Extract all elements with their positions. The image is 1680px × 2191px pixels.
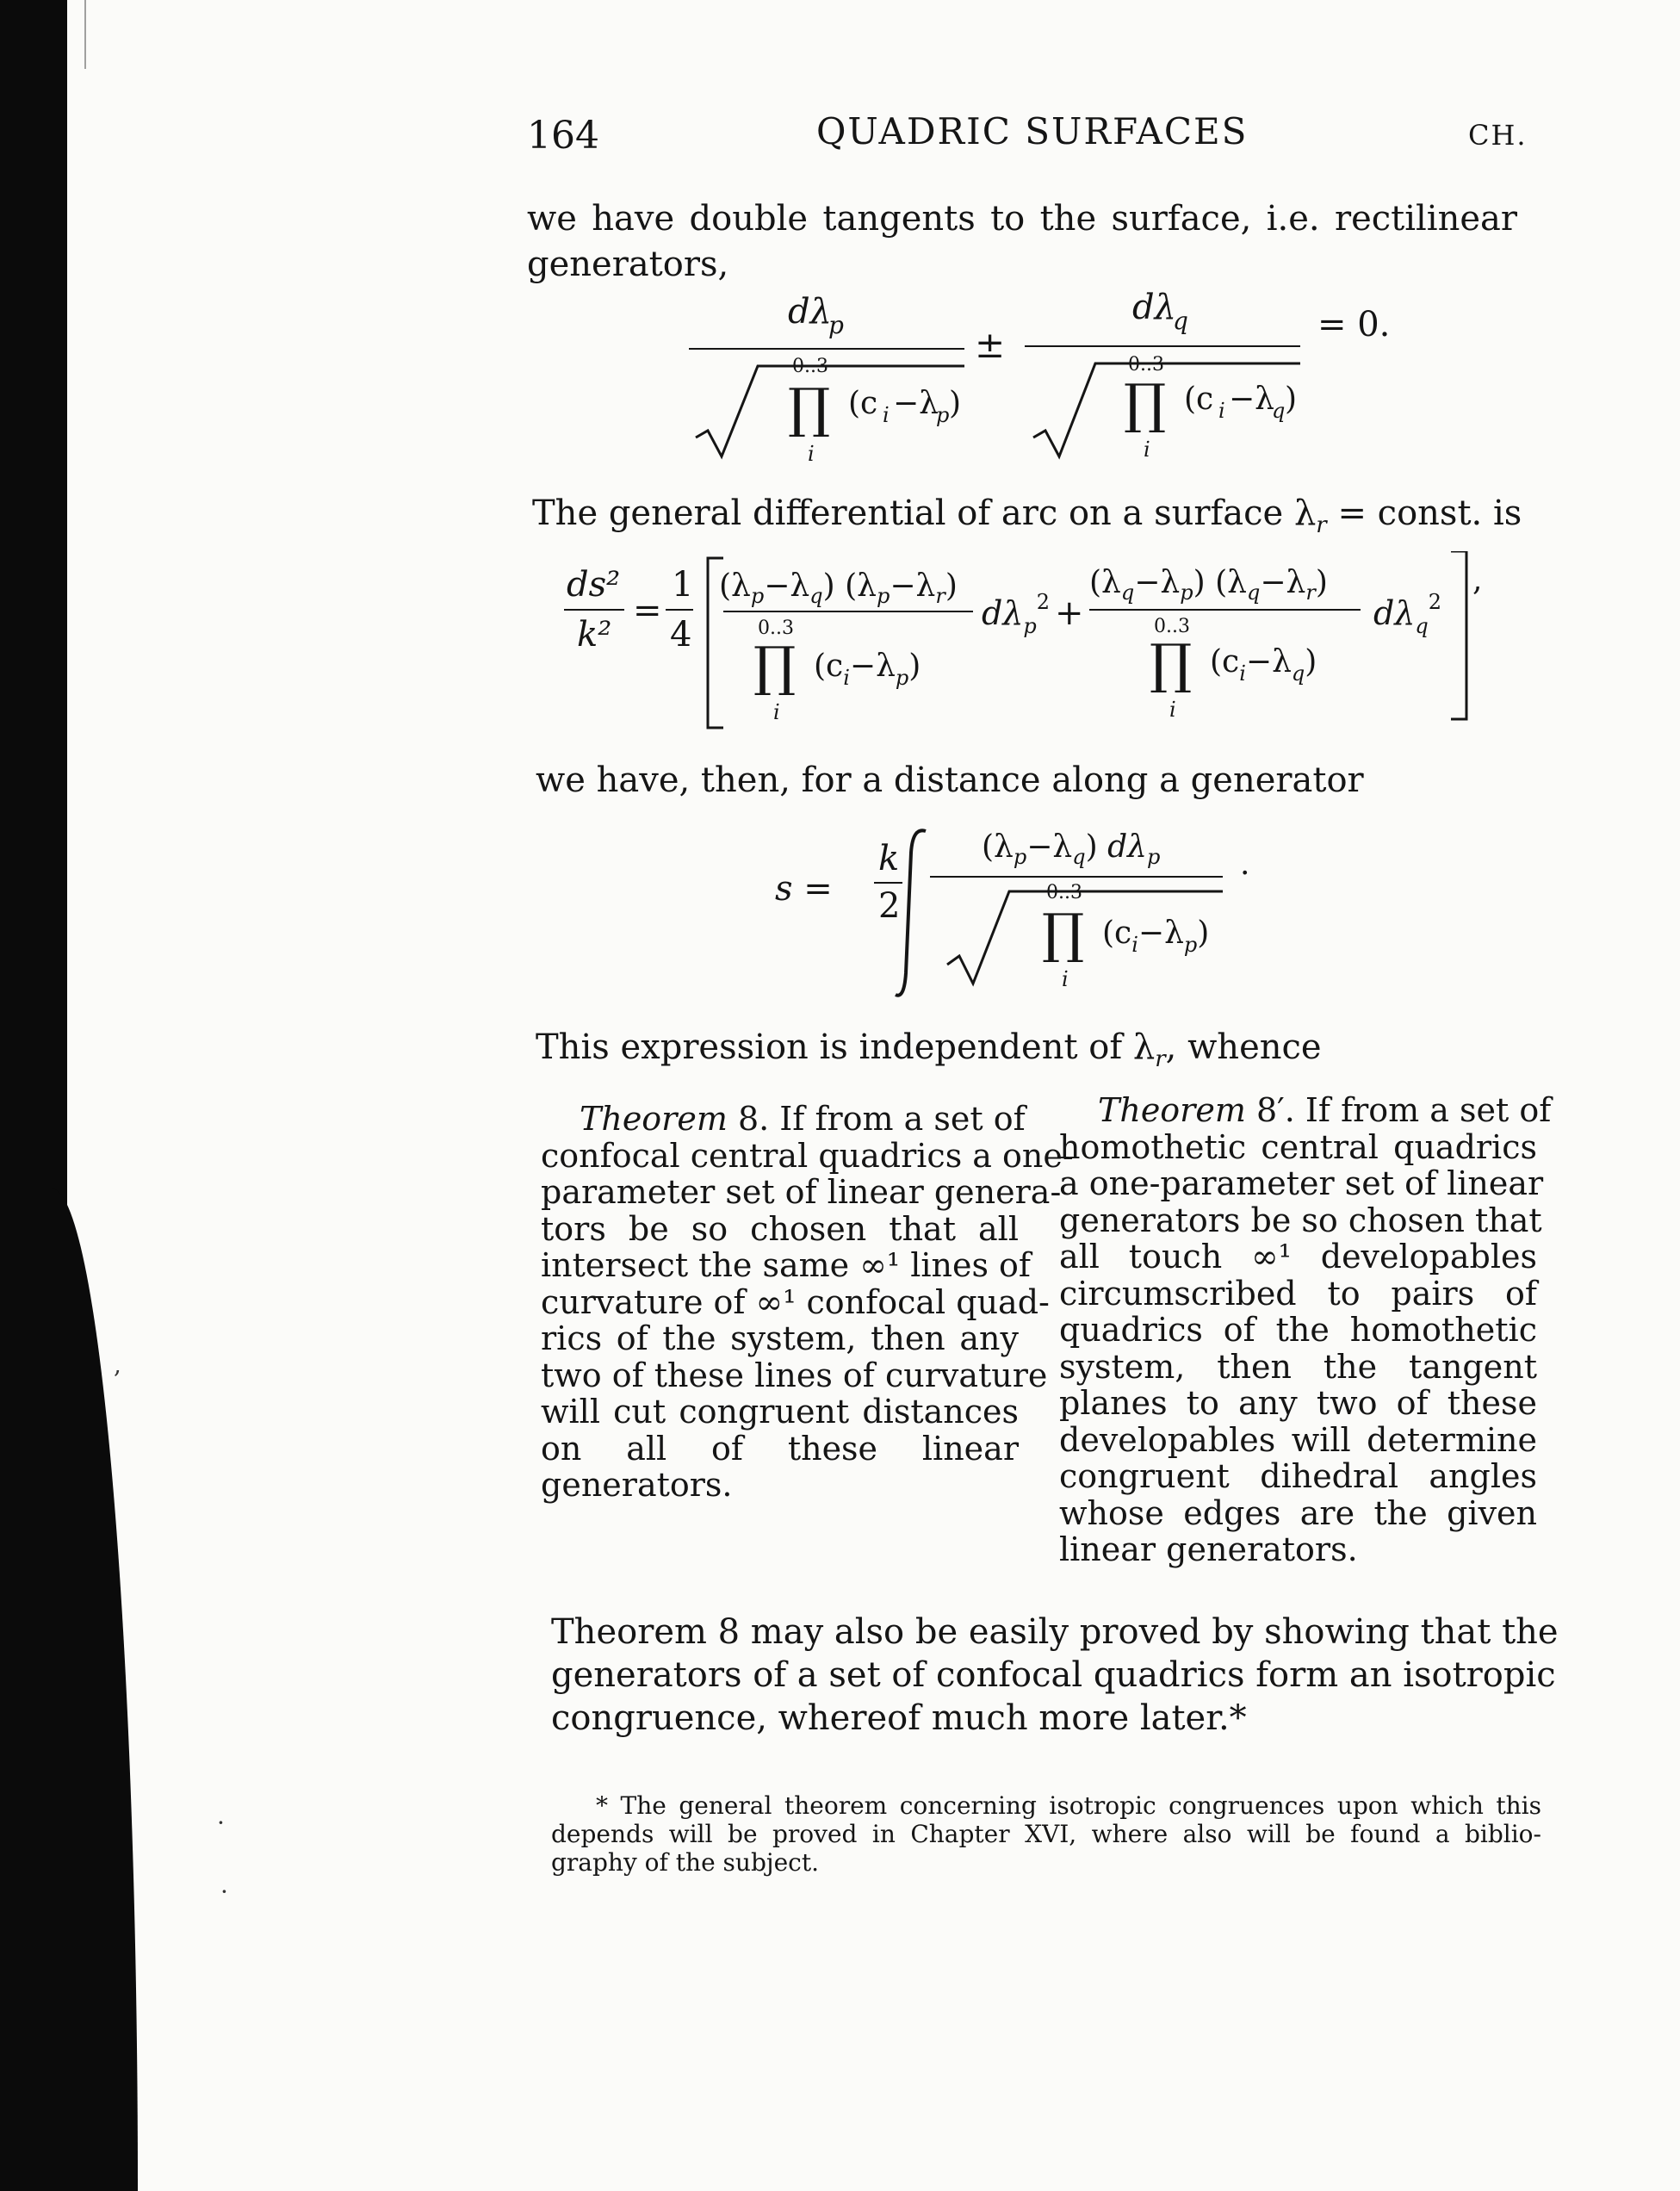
eq3-prod-index: i [1062, 967, 1069, 991]
text-line: whose edges are the given [1059, 1493, 1537, 1532]
eq1-prod-index-left: i [808, 442, 815, 466]
eq1-prod-index-right: i [1144, 438, 1150, 462]
eq1-factor-right-close: ) [1285, 382, 1298, 417]
chapter-label: CH. [1468, 119, 1528, 152]
text-line: planes to any two of these [1059, 1384, 1537, 1422]
text-line: congruence, whereof much more later.* [551, 1698, 1247, 1738]
text-line: tors be so chosen that all [541, 1209, 1019, 1248]
eq2-equals: = [633, 591, 662, 630]
eq1-prod-top-left: 0..3 [792, 356, 828, 377]
eq2-lhs-num: ds² [567, 565, 621, 605]
independence-text: This expression is independent of λ [536, 1027, 1156, 1067]
eq2-term2-dlambda: $d\lambda_q^2$ [1373, 590, 1442, 638]
footnote [551, 1791, 1541, 1877]
text-line: all touch ∞¹ developables [1059, 1238, 1537, 1275]
margin-speck: · [217, 1809, 225, 1837]
text-line: intersect the same ∞¹ lines of [541, 1246, 1031, 1284]
eq1-factor-left-close: ) [949, 386, 962, 421]
text-line: curvature of ∞¹ confocal quad- [541, 1282, 1050, 1321]
text-line: parameter set of linear genera- [541, 1173, 1062, 1211]
generator-equation [672, 284, 1447, 482]
eq1-factor-left-i: i [883, 403, 890, 427]
eq1-factor-left-p: p [936, 403, 950, 427]
footnote-line: graphy of the subject. [551, 1848, 819, 1877]
eq2-lhs-den: k² [577, 615, 612, 655]
text-line: we have double tangents to the surface, i.e. rectilinear [527, 199, 1517, 239]
eq1-num-p: dλ [788, 292, 832, 332]
eq1-factor-right-open: (c [1184, 382, 1214, 417]
text-line: linear generators. [1059, 1530, 1358, 1568]
eq1-factor-right-q: q [1272, 399, 1286, 423]
eq2-coef-den: 4 [670, 615, 692, 655]
text-line: Theorem 8 may also be easily proved by showing that the [551, 1612, 1559, 1652]
eq2-term1-num: $(\lambda_p-\lambda_q)$ $(\lambda_p-\lambda_r)$ [719, 568, 958, 608]
eq1-num-q-sub: q [1173, 307, 1188, 335]
eq2-term2-num: $(\lambda_q-\lambda_p)$ $(\lambda_q-\lambda_r)$ [1089, 565, 1328, 605]
text-line: developables will determine [1059, 1420, 1537, 1459]
eq2-term1-prod-top: 0..3 [758, 618, 794, 639]
generator-sentence: we have, then, for a distance along a generator [536, 760, 1364, 800]
eq3-k: k [878, 839, 900, 878]
arc-text-after: = const. is [1326, 493, 1522, 533]
eq1-factor-left-minus: −λ [893, 386, 939, 421]
eq3-dot: . [1240, 847, 1250, 882]
arc-sentence [532, 491, 1522, 549]
eq3-two: 2 [878, 886, 901, 926]
arc-length-integral [775, 818, 1257, 1008]
eq1-num-q: dλ [1132, 288, 1176, 327]
eq1-rhs: = 0. [1317, 305, 1391, 344]
eq3-prod: ∏ [1042, 902, 1085, 965]
eq2-bracket-right [1451, 551, 1466, 719]
eq2-plus: + [1055, 593, 1084, 633]
text-line: congruent dihedral angles [1059, 1457, 1537, 1495]
theorem-8-prime-label: Theorem [1098, 1091, 1246, 1129]
text-line: a one-parameter set of linear [1059, 1164, 1544, 1202]
text-line: homothetic central quadrics [1059, 1127, 1537, 1166]
arc-text: The general differential of arc on a surface λ [532, 493, 1317, 533]
eq3-num: $(\lambda_p-\lambda_q)$ $d\lambda_p$ [982, 829, 1161, 869]
text-line: quadrics of the homothetic [1059, 1311, 1537, 1349]
theorem-8-prime-number: 8′. [1245, 1091, 1295, 1129]
text-line: If from a set of [769, 1100, 1026, 1138]
scan-margin-line [84, 0, 86, 69]
text-line: two of these lines of curvature [541, 1356, 1048, 1394]
eq2-term1-den: $(c_i-\lambda_p)$ [814, 649, 921, 690]
eq3-lhs: s = [775, 869, 833, 909]
margin-speck: , [114, 1350, 121, 1379]
text-line: circumscribed to pairs of [1059, 1274, 1537, 1313]
eq1-prod-left: ∏ [788, 376, 831, 439]
margin-speck: · [220, 1878, 228, 1906]
text-line: on all of these linear [541, 1429, 1019, 1468]
eq3-den: $(c_i-\lambda_p)$ [1102, 916, 1210, 957]
independence-sub: r [1155, 1046, 1166, 1072]
footnote-line: * The general theorem concerning isotropic congruences upon which this [596, 1791, 1541, 1820]
eq1-factor-left-open: (c [848, 386, 878, 421]
theorem-8-label: Theorem [580, 1100, 728, 1138]
page-number: 164 [527, 114, 599, 158]
running-title: QUADRIC SURFACES [816, 110, 1249, 152]
text-line: will cut congruent distances [541, 1393, 1019, 1431]
eq1-plus-minus: ± [975, 324, 1006, 366]
eq1-factor-right-minus: −λ [1229, 382, 1274, 417]
eq3-prod-top: 0..3 [1046, 882, 1082, 903]
independence-text-after: , whence [1165, 1027, 1322, 1067]
theorem-8 [541, 1100, 1074, 1504]
eq2-term1-prod-index: i [773, 700, 780, 724]
text-line: If from a set of [1294, 1091, 1552, 1129]
text-line: generators, [527, 245, 729, 284]
text-line: generators be so chosen that [1059, 1201, 1542, 1239]
text-line: rics of the system, then any [541, 1319, 1019, 1357]
eq2-term2-den: $(c_i-\lambda_q)$ [1210, 644, 1317, 686]
eq2-term2-prod: ∏ [1150, 632, 1193, 695]
eq2-term1-prod: ∏ [753, 635, 797, 698]
eq2-trailing-comma: , [1472, 562, 1483, 598]
footnote-line: depends will be proved in Chapter XVI, where also will be found a biblio- [551, 1820, 1541, 1848]
eq2-term2-prod-index: i [1169, 698, 1176, 722]
closing-paragraph [551, 1611, 1559, 1740]
independence-sentence [536, 1025, 1322, 1083]
eq1-num-p-sub: p [828, 311, 844, 339]
eq1-factor-right-i: i [1218, 399, 1225, 423]
arc-differential-equation [551, 551, 1516, 741]
eq1-prod-right: ∏ [1124, 372, 1167, 435]
theorem-8-number: 8. [727, 1100, 770, 1138]
scan-page-curl [52, 1189, 138, 2191]
text-line: confocal central quadrics a one- [541, 1136, 1074, 1175]
eq2-term2-prod-top: 0..3 [1154, 616, 1190, 637]
eq1-prod-top-right: 0..3 [1128, 354, 1164, 376]
eq2-term1-dlambda: $d\lambda_p^2$ [982, 590, 1051, 638]
intro-paragraph [527, 196, 1517, 288]
text-line: generators of a set of confocal quadrics form an isotropic [551, 1655, 1556, 1695]
theorem-8-prime [1059, 1091, 1552, 1568]
eq2-coef-num: 1 [672, 565, 694, 605]
text-line: system, then the tangent [1059, 1347, 1537, 1386]
arc-sub: r [1316, 512, 1327, 538]
text-line: generators. [541, 1466, 733, 1504]
